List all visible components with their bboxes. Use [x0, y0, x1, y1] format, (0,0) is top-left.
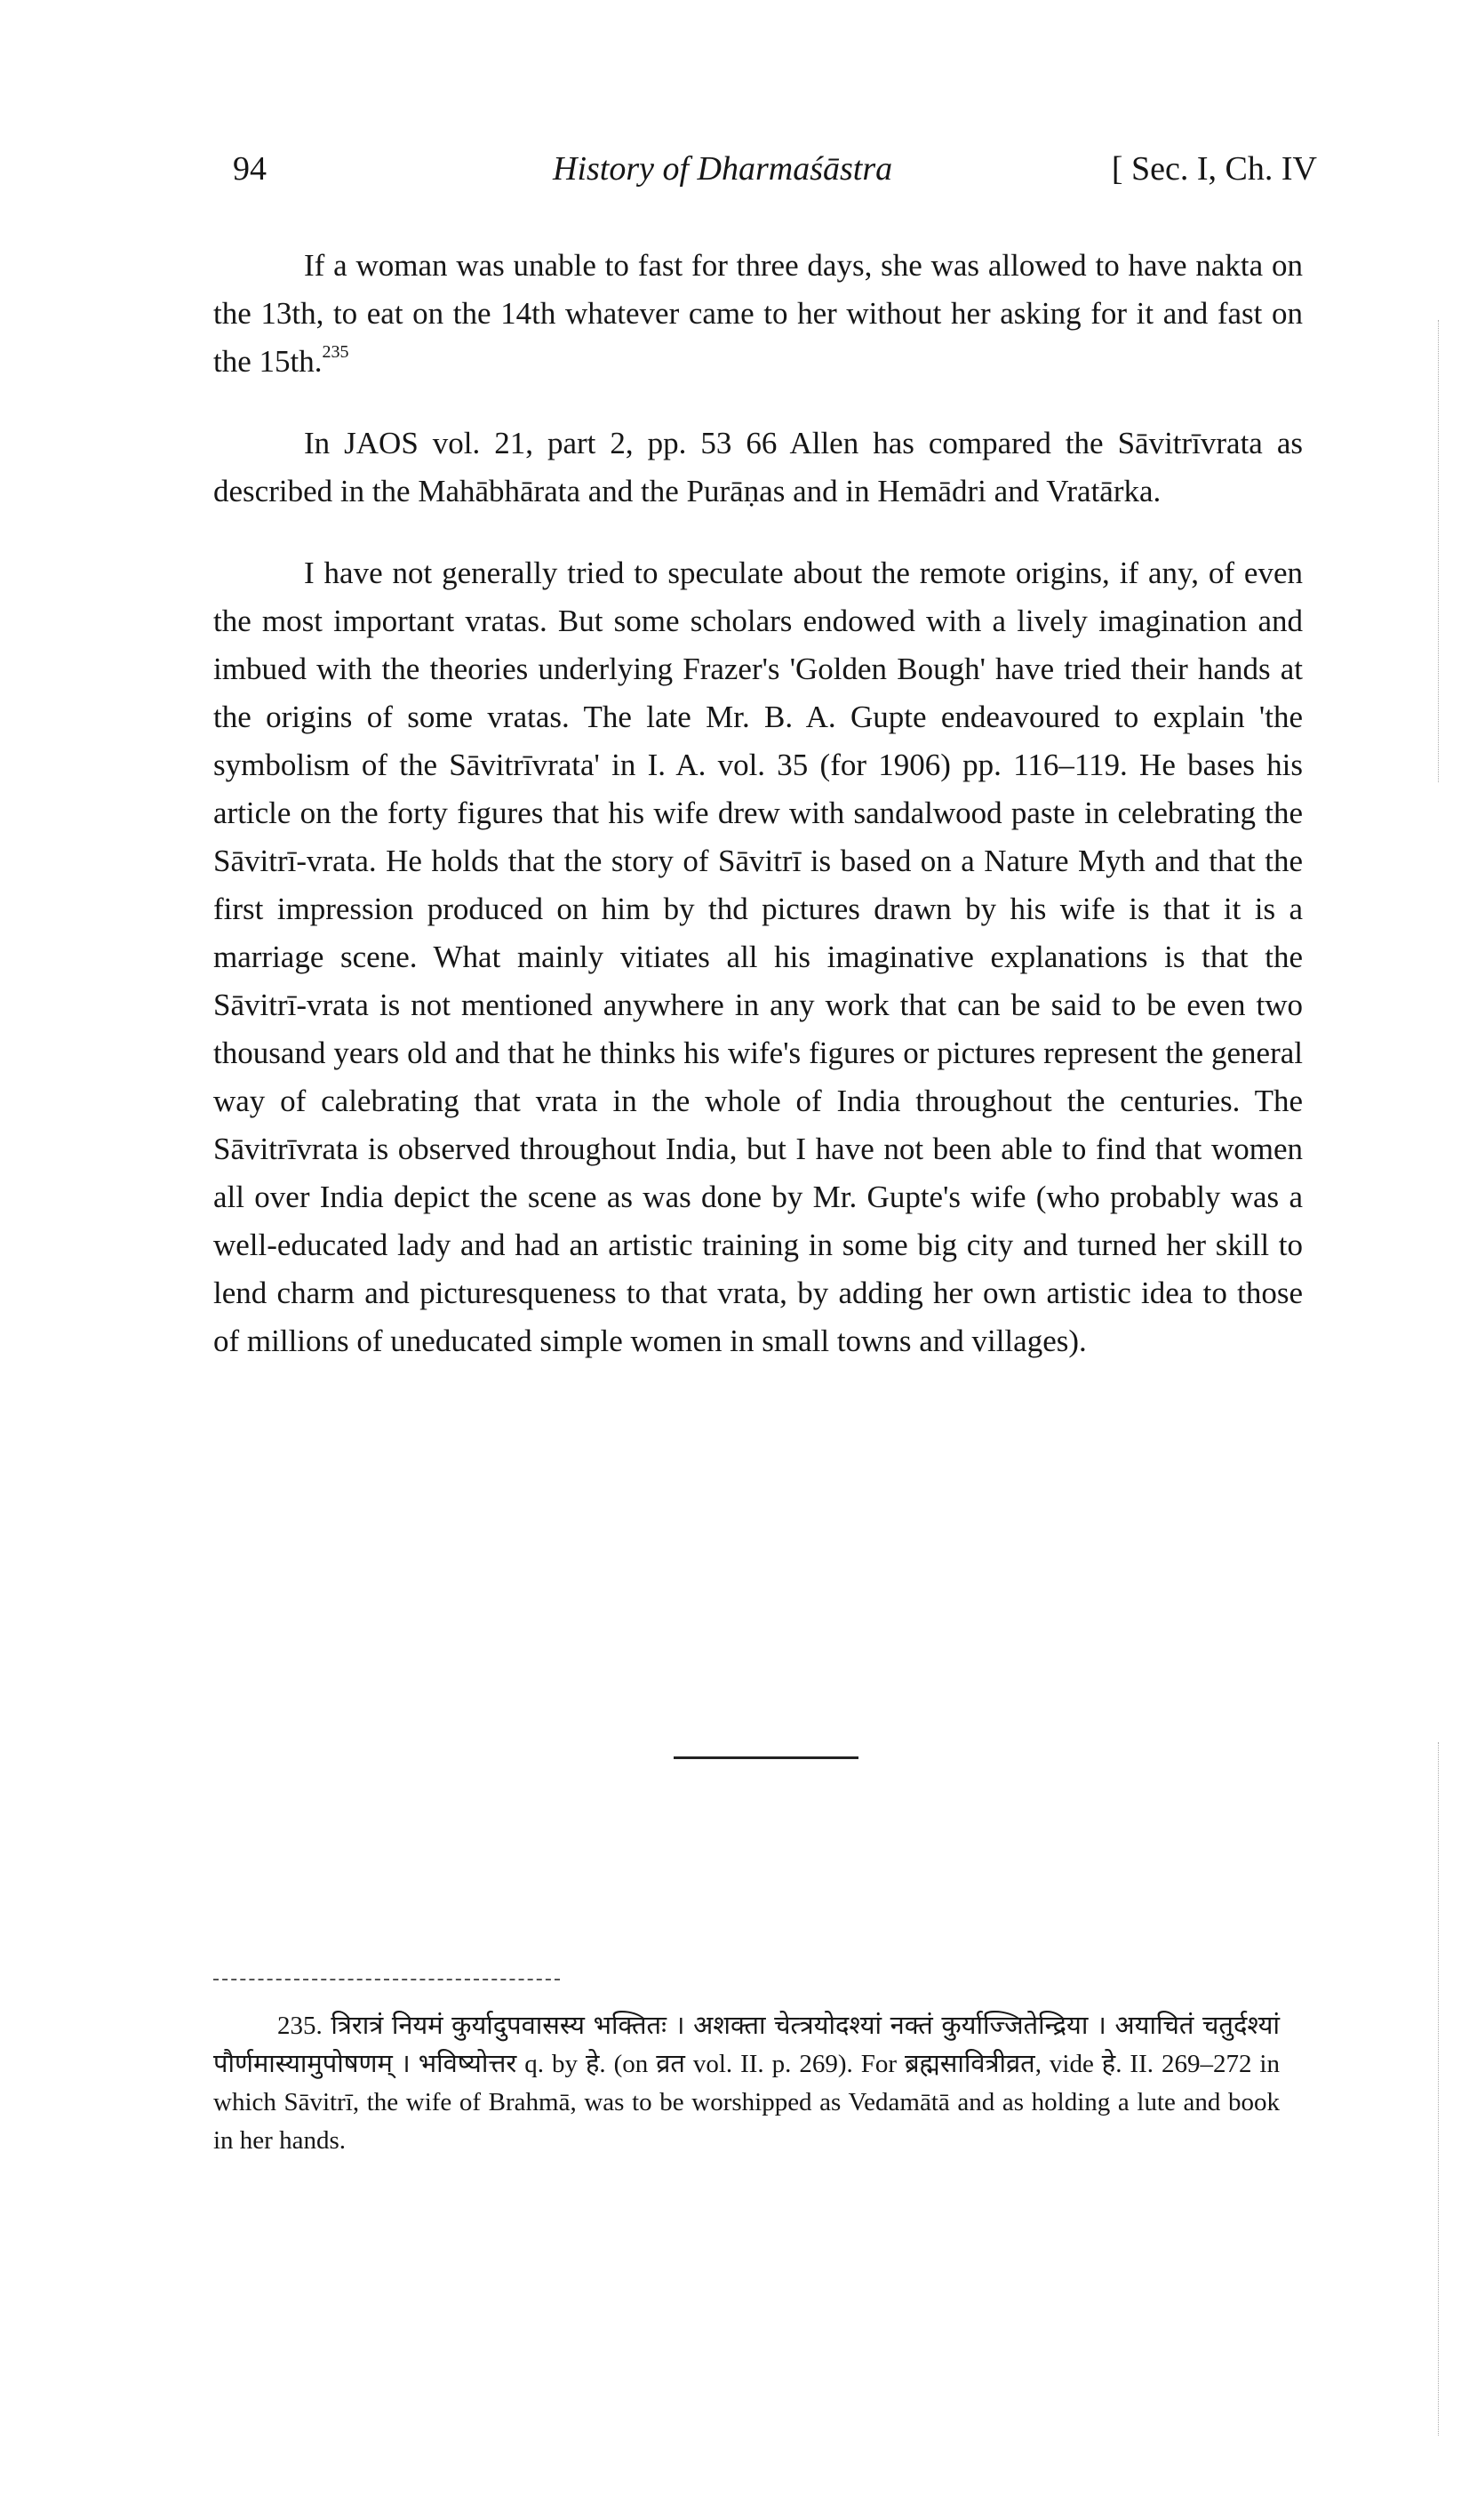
paragraph — [213, 549, 1303, 1365]
running-head — [233, 149, 1317, 203]
paragraph — [213, 420, 1303, 516]
paragraph — [213, 242, 1303, 386]
paragraph-text: I have not generally tried to speculate about the remote origins, if any, of even the most important vratas. But some scholars endowed with a lively imagination and imbued with the theories underlying Frazer's 'Golden Bough' have tried their hands at the origins of some vratas. The late Mr. B. A. Gupte endeavoured to explain 'the symbolism of the Sāvitrīvrata' in I. A. vol. 35 (for 1906) pp. 116–119. He bases his article on the forty figures that his wife drew with sandalwood paste in celebrating the Sāvitrī-vrata. He holds that the story of Sāvitrī is based on a Nature Myth and that the first impression produced on him by thd pictures drawn by his wife is that it is a marriage scene. What mainly vitiates all his imaginative explanations is that the Sāvitrī-vrata is not mentioned anywhere in any work that can be said to be even two thousand years old and that he thinks his wife's figures or pictures represent the general way of calebrating that vrata in the whole of India throughout the centuries. The Sāvitrīvrata is observed throughout India, but I have not been able to find that women all over India depict the scene as was done by Mr. Gupte's wife (who probably was a well-educated lady and had an artistic training in some big city and turned her skill to lend charm and picturesqueness to that vrata, by adding her own artistic idea to those of millions of uneducated simple women in small towns and villages). — [213, 556, 1303, 1358]
section-separator-rule — [674, 1756, 858, 1759]
footnote-reference: 235 — [322, 342, 349, 362]
scan-edge-mark — [1438, 320, 1439, 782]
main-text — [213, 242, 1303, 1365]
footnote-number: 235. — [277, 2012, 323, 2040]
section-reference: [ Sec. I, Ch. IV — [1111, 150, 1317, 188]
running-title: History of Dharmaśāstra — [553, 150, 893, 188]
page-number: 94 — [233, 150, 267, 188]
paragraph-text: In JAOS vol. 21, part 2, pp. 53 66 Allen has compared the Sāvitrīvrata as described in the Mahābhārata and the Purāṇas and in Hemādri and Vratārka. — [213, 426, 1303, 508]
footnote-rule — [213, 1979, 560, 1980]
scan-edge-mark — [1438, 1742, 1439, 2436]
paragraph-text: If a woman was unable to fast for three days, she was allowed to have nakta on the 13th, to eat on the 14th whatever came to her without her asking for it and fast on the 15th. — [213, 248, 1303, 379]
footnote — [213, 2007, 1280, 2160]
footnote-text: त्रिरात्रं नियमं कुर्यादुपवासस्य भक्तितः । अशक्ता चेत्त्रयोदश्यां नक्तं कुर्याज्जितेन्द्रिया । अयाचितं चतुर्दश्यां पौर्णमास्यामुपोषणम् । भविष्योत्तर q. by हे. (on व्रत vol. II. p. 269). For ब्रह्मसावित्रीव्रत, vide हे. II. 269–272 in which Sāvitrī, the wife of Brahmā, was to be worshipped as Vedamātā and as holding a lute and book in her hands. — [213, 2012, 1281, 2155]
